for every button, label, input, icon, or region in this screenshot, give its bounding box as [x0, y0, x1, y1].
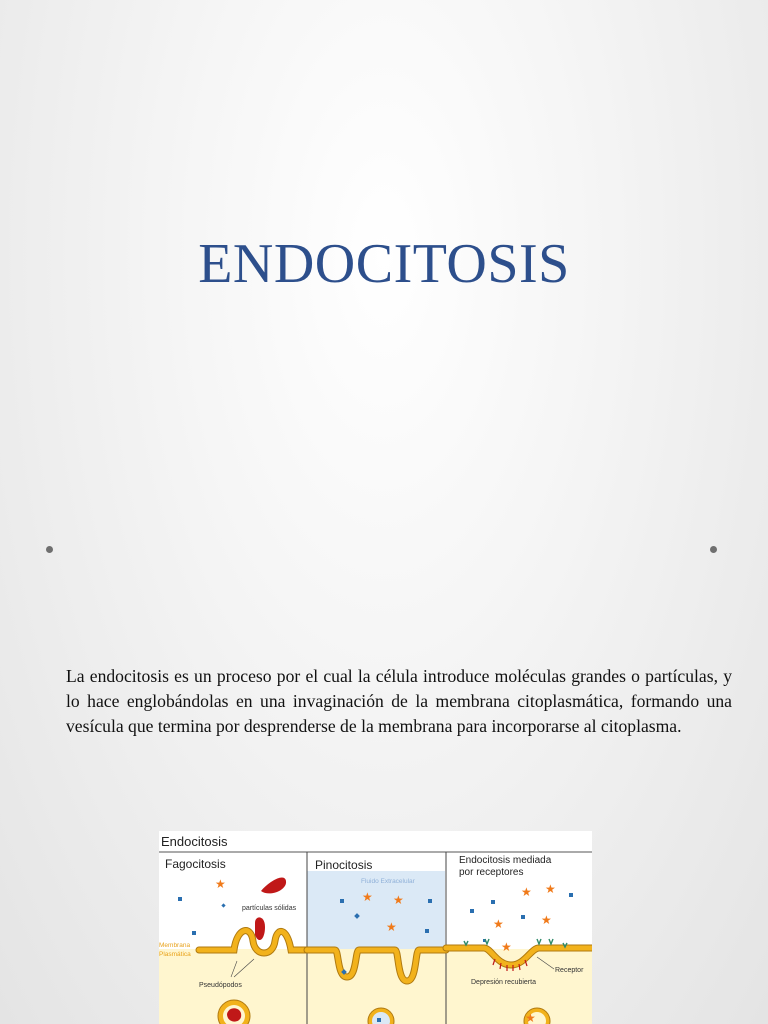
endocytosis-diagram	[159, 831, 592, 1024]
svg-text:★: ★	[215, 877, 226, 891]
svg-text:★: ★	[501, 940, 512, 954]
slide-dot-right	[710, 546, 717, 553]
panel-title-pinocitosis: Pinocitosis	[315, 858, 373, 872]
svg-text:★: ★	[525, 1011, 536, 1024]
label-particulas: partículas sólidas	[242, 905, 297, 912]
label-fluido: Fluido Extracelular	[361, 878, 415, 885]
svg-text:★: ★	[493, 917, 504, 931]
endocytosis-figure	[159, 831, 592, 1024]
panel-title-receptores-1: Endocitosis mediada	[459, 855, 552, 866]
label-pseudopodos: Pseudópodos	[199, 982, 242, 989]
label-receptor: Receptor	[555, 967, 584, 974]
figure-heading: Endocitosis	[161, 834, 228, 849]
svg-text:★: ★	[541, 913, 552, 927]
svg-text:★: ★	[545, 882, 556, 896]
panel-title-receptores-2: por receptores	[459, 867, 524, 878]
svg-text:★: ★	[386, 920, 397, 934]
content-slide	[0, 580, 768, 1024]
svg-text:★: ★	[362, 890, 373, 904]
label-depresion: Depresión recubierta	[471, 979, 536, 986]
slide-dot-left	[46, 546, 53, 553]
svg-text:★: ★	[393, 893, 404, 907]
slide-title: ENDOCITOSIS	[198, 233, 570, 295]
panel-title-fagocitosis: Fagocitosis	[165, 857, 226, 871]
label-membrana-2: Plasmática	[159, 951, 191, 958]
svg-text:★: ★	[521, 885, 532, 899]
label-membrana-1: Membrana	[159, 942, 191, 949]
definition-paragraph: La endocitosis es un proceso por el cual la célula introduce moléculas grandes o partículas, y lo hace englobándolas en una invaginación de la membrana citoplasmática, formando una vesícula que termina por desprenderse de la membrana para incorporarse al citoplasma.	[66, 666, 732, 736]
